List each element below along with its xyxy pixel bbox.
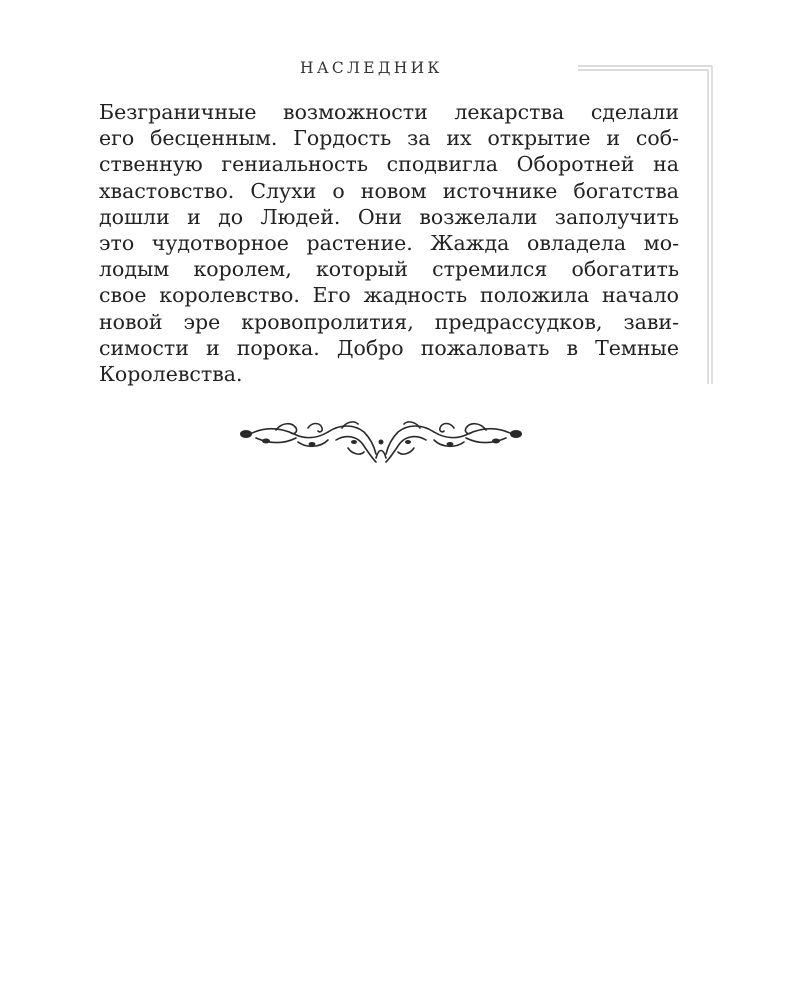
paragraph-line: его бесценным. Гордость за их открытие и соб-	[99, 126, 679, 151]
paragraph-line: симости и порока. Добро пожаловать в Темные	[99, 335, 679, 360]
paragraph-line: свое королевство. Его жадность положила начало	[99, 283, 679, 308]
paragraph-line: ственную гениальность сподвигла Оборотней на	[99, 152, 679, 177]
paragraph-line: дошли и до Людей. Они возжелали заполучить	[99, 204, 679, 229]
running-head: НАСЛЕДНИК	[300, 59, 443, 77]
paragraph-line: Королевства.	[99, 361, 243, 386]
paragraph-line: Безграничные возможности лекарства сделали	[99, 100, 679, 124]
paragraph-line: это чудотворное растение. Жажда овладела мо-	[99, 230, 679, 255]
paragraph-line: новой эре кровопролития, предрассудков, зави-	[99, 309, 679, 334]
floral-flourish-icon	[236, 418, 526, 466]
body-paragraph	[99, 99, 679, 387]
paragraph-line: лодым королем, который стремился обогатить	[99, 257, 679, 282]
paragraph-line: хвастовство. Слухи о новом источнике богатства	[99, 178, 679, 203]
